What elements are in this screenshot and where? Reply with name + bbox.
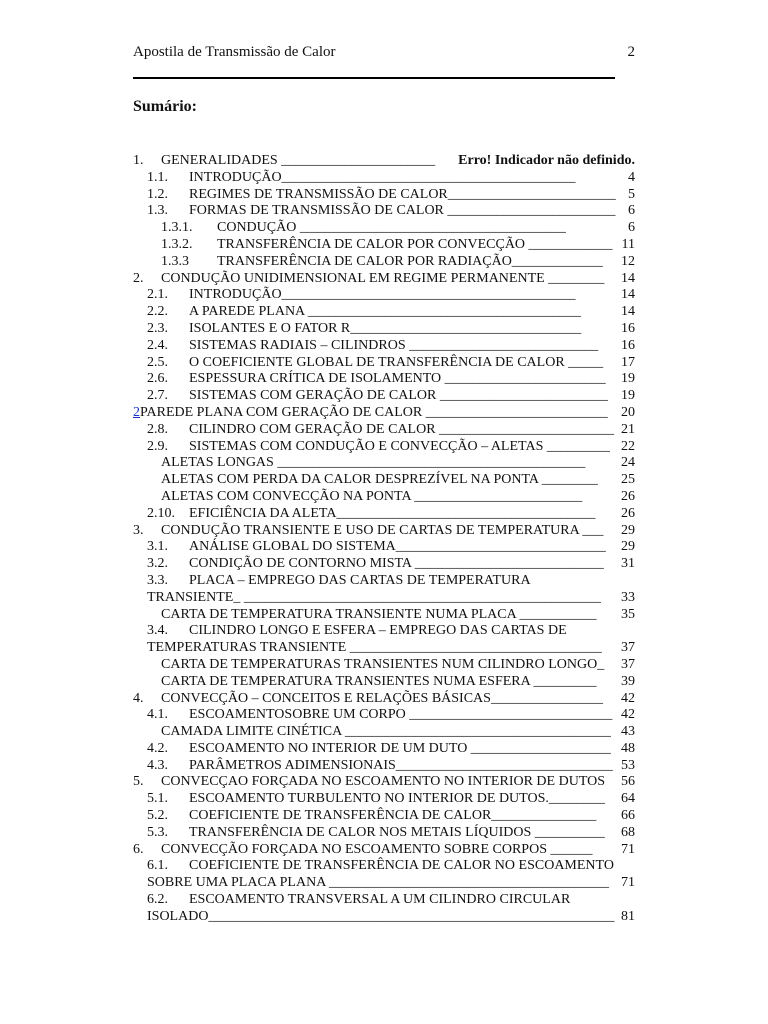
toc-entry-title: TRANSIENTE_ ___________________________________________________ bbox=[147, 589, 601, 605]
toc-entry[interactable] bbox=[133, 674, 635, 691]
toc-entry-title: PLACA – EMPREGO DAS CARTAS DE TEMPERATURA bbox=[189, 572, 531, 588]
toc-entry-page: 71 bbox=[621, 841, 635, 857]
toc-entry-page: 53 bbox=[621, 757, 635, 773]
toc-entry[interactable] bbox=[133, 539, 635, 556]
toc-entry-title: CARTA DE TEMPERATURAS TRANSIENTES NUM CILINDRO LONGO_ bbox=[161, 656, 605, 672]
toc-entry-title: INTRODUÇÃO__________________________________________ bbox=[189, 287, 576, 303]
toc-entry-page: 66 bbox=[621, 808, 635, 824]
toc-entry-title: CONDUÇÃO ______________________________________ bbox=[217, 220, 566, 236]
toc-entry[interactable] bbox=[133, 170, 635, 187]
toc-entry-title: CONVECÇÃO FORÇADA NO ESCOAMENTO SOBRE CORPOS ______ bbox=[161, 841, 593, 857]
toc-entry[interactable] bbox=[133, 237, 635, 254]
toc-entry-number: 5.3. bbox=[147, 824, 168, 840]
toc-entry[interactable] bbox=[133, 724, 635, 741]
table-of-contents bbox=[133, 153, 635, 926]
toc-entry-number: 3. bbox=[133, 522, 144, 538]
toc-entry-title: COEFICIENTE DE TRANSFERÊNCIA DE CALOR NO ESCOAMENTO bbox=[189, 858, 614, 874]
toc-entry[interactable] bbox=[133, 640, 635, 657]
toc-entry[interactable] bbox=[133, 153, 635, 170]
toc-entry-page: 39 bbox=[621, 673, 635, 689]
toc-entry-title: CILINDRO LONGO E ESFERA – EMPREGO DAS CARTAS DE bbox=[189, 623, 567, 639]
toc-entry[interactable] bbox=[133, 774, 635, 791]
toc-entry[interactable] bbox=[133, 287, 635, 304]
toc-entry-title: TRANSFERÊNCIA DE CALOR NOS METAIS LÍQUIDOS __________ bbox=[189, 824, 605, 840]
toc-entry[interactable] bbox=[133, 304, 635, 321]
toc-entry-title: FORMAS DE TRANSMISSÃO DE CALOR ________________________ bbox=[189, 203, 616, 219]
toc-entry-title: CONDUÇÃO TRANSIENTE E USO DE CARTAS DE TEMPERATURA ___ bbox=[161, 522, 604, 538]
toc-entry-page: 16 bbox=[621, 337, 635, 353]
toc-entry-number: 2.6. bbox=[147, 371, 168, 387]
toc-entry-number: 4.1. bbox=[147, 707, 168, 723]
toc-entry[interactable] bbox=[133, 657, 635, 674]
toc-entry-page: 37 bbox=[621, 656, 635, 672]
toc-entry[interactable] bbox=[133, 439, 635, 456]
toc-entry-number: 2.8. bbox=[147, 421, 168, 437]
toc-entry-title: PAREDE PLANA COM GERAÇÃO DE CALOR __________________________ bbox=[140, 404, 608, 420]
toc-entry-number: 2.3. bbox=[147, 320, 168, 336]
toc-entry-title: EFICIÊNCIA DA ALETA_____________________________________ bbox=[189, 505, 596, 521]
header-title: Apostila de Transmissão de Calor bbox=[133, 44, 336, 60]
toc-entry[interactable] bbox=[133, 388, 635, 405]
toc-entry[interactable] bbox=[133, 842, 635, 859]
toc-entry-number: 1.3.3 bbox=[161, 253, 189, 269]
toc-entry-number: 3.1. bbox=[147, 539, 168, 555]
toc-entry-page: 33 bbox=[621, 589, 635, 605]
toc-entry[interactable] bbox=[133, 691, 635, 708]
toc-entry-title: ISOLADO__________________________________________________________ bbox=[147, 908, 615, 924]
toc-entry-page: 68 bbox=[621, 824, 635, 840]
toc-entry-page: 56 bbox=[621, 774, 635, 790]
toc-entry-number: 1.2. bbox=[147, 186, 168, 202]
toc-entry-title: PARÂMETROS ADIMENSIONAIS_______________________________ bbox=[189, 757, 613, 773]
toc-entry-title: A PAREDE PLANA _______________________________________ bbox=[189, 304, 581, 320]
toc-entry-title: CONVECÇAO FORÇADA NO ESCOAMENTO NO INTERIOR DE DUTOS bbox=[161, 774, 606, 790]
toc-heading: Sumário: bbox=[133, 98, 197, 115]
toc-entry-page: 21 bbox=[621, 421, 635, 437]
toc-entry-page: 19 bbox=[621, 388, 635, 404]
toc-entry[interactable] bbox=[133, 405, 635, 422]
toc-entry-number: 2.1. bbox=[147, 287, 168, 303]
toc-entry-page: 64 bbox=[621, 791, 635, 807]
toc-entry-page: 42 bbox=[621, 707, 635, 723]
toc-entry[interactable] bbox=[133, 254, 635, 271]
toc-entry-number: 1.3. bbox=[147, 203, 168, 219]
toc-entry-page: 6 bbox=[628, 220, 635, 236]
toc-entry[interactable] bbox=[133, 590, 635, 607]
toc-entry-number: 3.2. bbox=[147, 556, 168, 572]
toc-entry[interactable] bbox=[133, 187, 635, 204]
toc-entry[interactable] bbox=[133, 455, 635, 472]
toc-entry-page: 14 bbox=[621, 304, 635, 320]
toc-entry[interactable] bbox=[133, 321, 635, 338]
toc-entry[interactable] bbox=[133, 472, 635, 489]
toc-entry-title: SISTEMAS COM CONDUÇÃO E CONVECÇÃO – ALETAS _________ bbox=[189, 438, 610, 454]
toc-entry-page: 43 bbox=[621, 724, 635, 740]
toc-entry[interactable] bbox=[133, 556, 635, 573]
toc-entry-number: 4.2. bbox=[147, 740, 168, 756]
toc-entry-page: 81 bbox=[621, 908, 635, 924]
header-page-number: 2 bbox=[627, 44, 635, 60]
toc-entry-number: 6.1. bbox=[147, 858, 168, 874]
toc-entry-number: 1. bbox=[133, 153, 144, 168]
toc-entry-page: Erro! Indicador não definido. bbox=[458, 153, 635, 168]
toc-entry[interactable] bbox=[133, 607, 635, 624]
toc-entry-title: ANÁLISE GLOBAL DO SISTEMA______________________________ bbox=[189, 539, 606, 555]
toc-entry[interactable] bbox=[133, 825, 635, 842]
toc-entry-page: 14 bbox=[621, 270, 635, 286]
toc-entry-number: 2.10. bbox=[147, 505, 175, 521]
toc-entry[interactable] bbox=[133, 220, 635, 237]
toc-entry-title: ALETAS COM PERDA DA CALOR DESPREZÍVEL NA PONTA ________ bbox=[161, 472, 598, 488]
toc-entry-title: CARTA DE TEMPERATURA TRANSIENTES NUMA ESFERA _________ bbox=[161, 673, 597, 689]
toc-entry-page: 14 bbox=[621, 287, 635, 303]
toc-entry-title: SOBRE UMA PLACA PLANA ________________________________________ bbox=[147, 875, 610, 891]
toc-entry-page: 29 bbox=[621, 539, 635, 555]
toc-entry-page: 4 bbox=[628, 169, 635, 185]
toc-entry[interactable] bbox=[133, 355, 635, 372]
toc-entry[interactable] bbox=[133, 808, 635, 825]
toc-entry-title: ESCOAMENTO TRANSVERSAL A UM CILINDRO CIRCULAR bbox=[189, 892, 571, 908]
toc-entry-number: 2.5. bbox=[147, 354, 168, 370]
toc-entry-number: 5.2. bbox=[147, 808, 168, 824]
toc-entry-title: INTRODUÇÃO__________________________________________ bbox=[189, 169, 576, 185]
toc-entry-page: 48 bbox=[621, 740, 635, 756]
toc-entry-title: GENERALIDADES ______________________ bbox=[161, 153, 436, 168]
toc-entry-number: 3.3. bbox=[147, 572, 168, 588]
toc-entry-title: ESCOAMENTO TURBULENTO NO INTERIOR DE DUTOS.________ bbox=[189, 791, 605, 807]
toc-entry-title: CONVECÇÃO – CONCEITOS E RELAÇÕES BÁSICAS________________ bbox=[161, 690, 603, 706]
toc-entry-title: TRANSFERÊNCIA DE CALOR POR CONVECÇÃO ____________ bbox=[217, 236, 613, 252]
toc-entry-number: 5.1. bbox=[147, 791, 168, 807]
toc-entry-title: TEMPERATURAS TRANSIENTE ____________________________________ bbox=[147, 640, 602, 656]
toc-entry-page: 26 bbox=[621, 505, 635, 521]
toc-entry[interactable] bbox=[133, 892, 635, 909]
toc-entry-number: 1.3.2. bbox=[161, 236, 193, 252]
toc-entry-title: TRANSFERÊNCIA DE CALOR POR RADIAÇÃO_____________ bbox=[217, 253, 603, 269]
toc-entry-page: 6 bbox=[628, 203, 635, 219]
toc-entry-page: 29 bbox=[621, 522, 635, 538]
toc-entry-number: 3.4. bbox=[147, 623, 168, 639]
toc-entry[interactable] bbox=[133, 523, 635, 540]
toc-entry-title: O COEFICIENTE GLOBAL DE TRANSFERÊNCIA DE CALOR _____ bbox=[189, 354, 604, 370]
toc-entry-title: ISOLANTES E O FATOR R_________________________________ bbox=[189, 320, 582, 336]
toc-entry-number: 5. bbox=[133, 774, 144, 790]
toc-entry-page: 22 bbox=[621, 438, 635, 454]
toc-entry-title: CARTA DE TEMPERATURA TRANSIENTE NUMA PLACA ___________ bbox=[161, 606, 597, 622]
toc-entry-page: 12 bbox=[621, 253, 635, 269]
toc-entry-title: ESPESSURA CRÍTICA DE ISOLAMENTO _______________________ bbox=[189, 371, 606, 387]
toc-entry-page: 71 bbox=[621, 875, 635, 891]
toc-link-number[interactable]: 2 bbox=[133, 404, 140, 420]
toc-entry-page: 19 bbox=[621, 371, 635, 387]
toc-entry-number: 2.2. bbox=[147, 304, 168, 320]
toc-entry-number: 2. bbox=[133, 270, 144, 286]
toc-entry-page: 11 bbox=[621, 236, 635, 252]
toc-entry[interactable] bbox=[133, 875, 635, 892]
toc-entry-title: COEFICIENTE DE TRANSFERÊNCIA DE CALOR_______________ bbox=[189, 808, 597, 824]
toc-entry-title: CAMADA LIMITE CINÉTICA ______________________________________ bbox=[161, 724, 611, 740]
toc-entry-title: SISTEMAS RADIAIS – CILINDROS ___________________________ bbox=[189, 337, 599, 353]
toc-entry[interactable] bbox=[133, 338, 635, 355]
toc-entry-number: 4.3. bbox=[147, 757, 168, 773]
toc-entry-title: SISTEMAS COM GERAÇÃO DE CALOR ________________________ bbox=[189, 388, 608, 404]
page-header bbox=[133, 41, 635, 63]
toc-entry-page: 25 bbox=[621, 472, 635, 488]
toc-entry-title: CONDUÇÃO UNIDIMENSIONAL EM REGIME PERMANENTE ________ bbox=[161, 270, 605, 286]
toc-entry-page: 37 bbox=[621, 640, 635, 656]
toc-entry[interactable] bbox=[133, 506, 635, 523]
toc-entry[interactable] bbox=[133, 707, 635, 724]
toc-entry-number: 6.2. bbox=[147, 892, 168, 908]
toc-entry[interactable] bbox=[133, 573, 635, 590]
toc-entry-title: ESCOAMENTO NO INTERIOR DE UM DUTO ____________________ bbox=[189, 740, 611, 756]
toc-entry[interactable] bbox=[133, 422, 635, 439]
toc-entry-page: 31 bbox=[621, 556, 635, 572]
toc-entry-page: 42 bbox=[621, 690, 635, 706]
toc-entry-number: 2.9. bbox=[147, 438, 168, 454]
toc-entry[interactable] bbox=[133, 271, 635, 288]
toc-entry-number: 4. bbox=[133, 690, 144, 706]
toc-entry-title: ESCOAMENTOSOBRE UM CORPO _____________________________ bbox=[189, 707, 613, 723]
toc-entry-number: 2.4. bbox=[147, 337, 168, 353]
toc-entry-number: 1.3.1. bbox=[161, 220, 193, 236]
toc-entry[interactable] bbox=[133, 791, 635, 808]
toc-entry-page: 17 bbox=[621, 354, 635, 370]
toc-entry[interactable] bbox=[133, 489, 635, 506]
toc-entry-number: 6. bbox=[133, 841, 144, 857]
toc-entry-title: ALETAS LONGAS ____________________________________________ bbox=[161, 455, 586, 471]
toc-entry-page: 5 bbox=[628, 186, 635, 202]
header-rule bbox=[133, 77, 615, 79]
toc-entry-title: CONDIÇÃO DE CONTORNO MISTA ___________________________ bbox=[189, 556, 604, 572]
toc-entry-number: 1.1. bbox=[147, 169, 168, 185]
toc-entry[interactable] bbox=[133, 371, 635, 388]
toc-entry-title: CILINDRO COM GERAÇÃO DE CALOR _________________________ bbox=[189, 421, 615, 437]
toc-entry-page: 26 bbox=[621, 488, 635, 504]
toc-entry-title: REGIMES DE TRANSMISSÃO DE CALOR________________________ bbox=[189, 186, 616, 202]
toc-entry[interactable] bbox=[133, 623, 635, 640]
toc-entry-page: 35 bbox=[621, 606, 635, 622]
toc-entry-number: 2.7. bbox=[147, 388, 168, 404]
toc-entry-title: ALETAS COM CONVECÇÃO NA PONTA ________________________ bbox=[161, 488, 583, 504]
toc-entry[interactable] bbox=[133, 909, 635, 926]
toc-entry[interactable] bbox=[133, 758, 635, 775]
toc-entry-page: 16 bbox=[621, 320, 635, 336]
toc-entry[interactable] bbox=[133, 203, 635, 220]
toc-entry-page: 20 bbox=[621, 404, 635, 420]
toc-entry[interactable] bbox=[133, 858, 635, 875]
toc-entry-page: 24 bbox=[621, 455, 635, 471]
toc-entry[interactable] bbox=[133, 741, 635, 758]
